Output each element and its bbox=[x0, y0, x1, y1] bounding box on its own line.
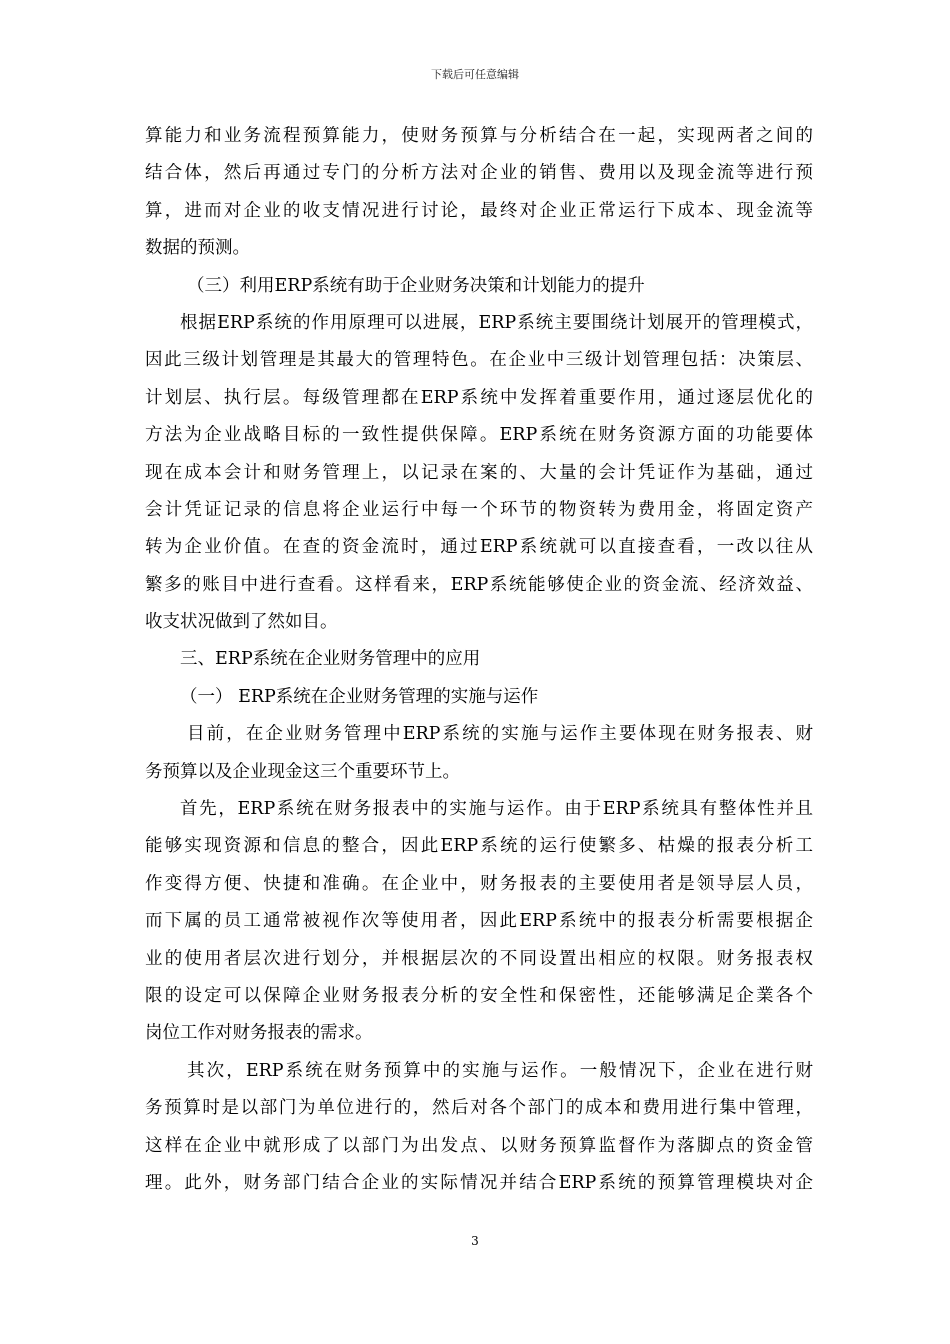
body-line: 能够实现资源和信息的整合，因此ERP系统的运行使繁多、枯燥的报表分析工 bbox=[145, 836, 813, 857]
body-line: 业的使用者层次进行划分，并根据层次的不同设置出相应的权限。财务报表权 bbox=[145, 948, 813, 969]
body-line: 计划层、执行层。每级管理都在ERP系统中发挥着重要作用，通过逐层优化的 bbox=[145, 387, 813, 408]
body-line: 繁多的账目中进行查看。这样看来，ERP系统能够使企业的资金流、经济效益、 bbox=[145, 574, 813, 595]
body-line: 其次，ERP系统在财务预算中的实施与运作。一般情况下，企业在进行财 bbox=[187, 1060, 813, 1081]
body-line: 限的设定可以保障企业财务报表分析的安全性和保密性，还能够满足企業各个 bbox=[145, 985, 813, 1006]
section-heading: （三）利用ERP系统有助于企业财务决策和计划能力的提升 bbox=[187, 275, 645, 296]
page-number: 3 bbox=[471, 1234, 479, 1248]
body-line: 现在成本会计和财务管理上，以记录在案的、大量的会计凭证作为基础，通过 bbox=[145, 462, 813, 483]
body-line: 这样在企业中就形成了以部门为出发点、以财务预算监督作为落脚点的资金管 bbox=[145, 1135, 813, 1156]
subsection-heading: （一） ERP系统在企业财务管理的实施与运作 bbox=[180, 686, 539, 707]
body-line: 而下属的员工通常被视作次等使用者，因此ERP系统中的报表分析需要根据企 bbox=[145, 911, 813, 932]
body-line: 算能力和业务流程预算能力，使财务预算与分析结合在一起，实现两者之间的 bbox=[145, 126, 813, 146]
body-line: 根据ERP系统的作用原理可以进展，ERP系统主要围绕计划展开的管理模式， bbox=[180, 312, 813, 333]
body-line: 首先，ERP系统在财务报表中的实施与运作。由于ERP系统具有整体性并且 bbox=[180, 799, 813, 820]
body-line: 会计凭证记录的信息将企业运行中每一个环节的物资转为费用金，将固定资产 bbox=[145, 499, 813, 520]
body-line: 作变得方便、快捷和准确。在企业中，财务报表的主要使用者是领导层人员， bbox=[145, 873, 813, 894]
body-line: 转为企业价值。在查的资金流时，通过ERP系统就可以直接查看，一改以往从 bbox=[145, 537, 813, 558]
document-body bbox=[145, 118, 813, 1202]
section-heading: 三、ERP系统在企业财务管理中的应用 bbox=[180, 649, 481, 670]
body-line: 数据的预测。 bbox=[145, 238, 250, 259]
body-line: 务预算时是以部门为单位进行的，然后对各个部门的成本和费用进行集中管理， bbox=[145, 1098, 813, 1119]
body-line: 收支状况做到了然如目。 bbox=[145, 612, 338, 633]
body-line: 理。此外，财务部门结合企业的实际情况并结合ERP系统的预算管理模块对企 bbox=[145, 1172, 813, 1193]
body-line: 结合体，然后再通过专门的分析方法对企业的销售、费用以及现金流等进行预 bbox=[145, 163, 813, 184]
body-line: 务预算以及企业现金这三个重要环节上。 bbox=[145, 761, 460, 782]
body-line: 算，进而对企业的收支情况进行讨论，最终对企业正常运行下成本、现金流等 bbox=[145, 200, 813, 221]
body-line: 方法为企业战略目标的一致性提供保障。ERP系统在财务资源方面的功能要体 bbox=[145, 425, 813, 446]
body-line: 目前，在企业财务管理中ERP系统的实施与运作主要体现在财务报表、财 bbox=[187, 724, 813, 745]
body-line: 岗位工作对财务报表的需求。 bbox=[145, 1023, 373, 1044]
body-line: 因此三级计划管理是其最大的管理特色。在企业中三级计划管理包括：决策层、 bbox=[145, 350, 813, 371]
page-header: 下载后可任意编辑 bbox=[431, 68, 519, 81]
